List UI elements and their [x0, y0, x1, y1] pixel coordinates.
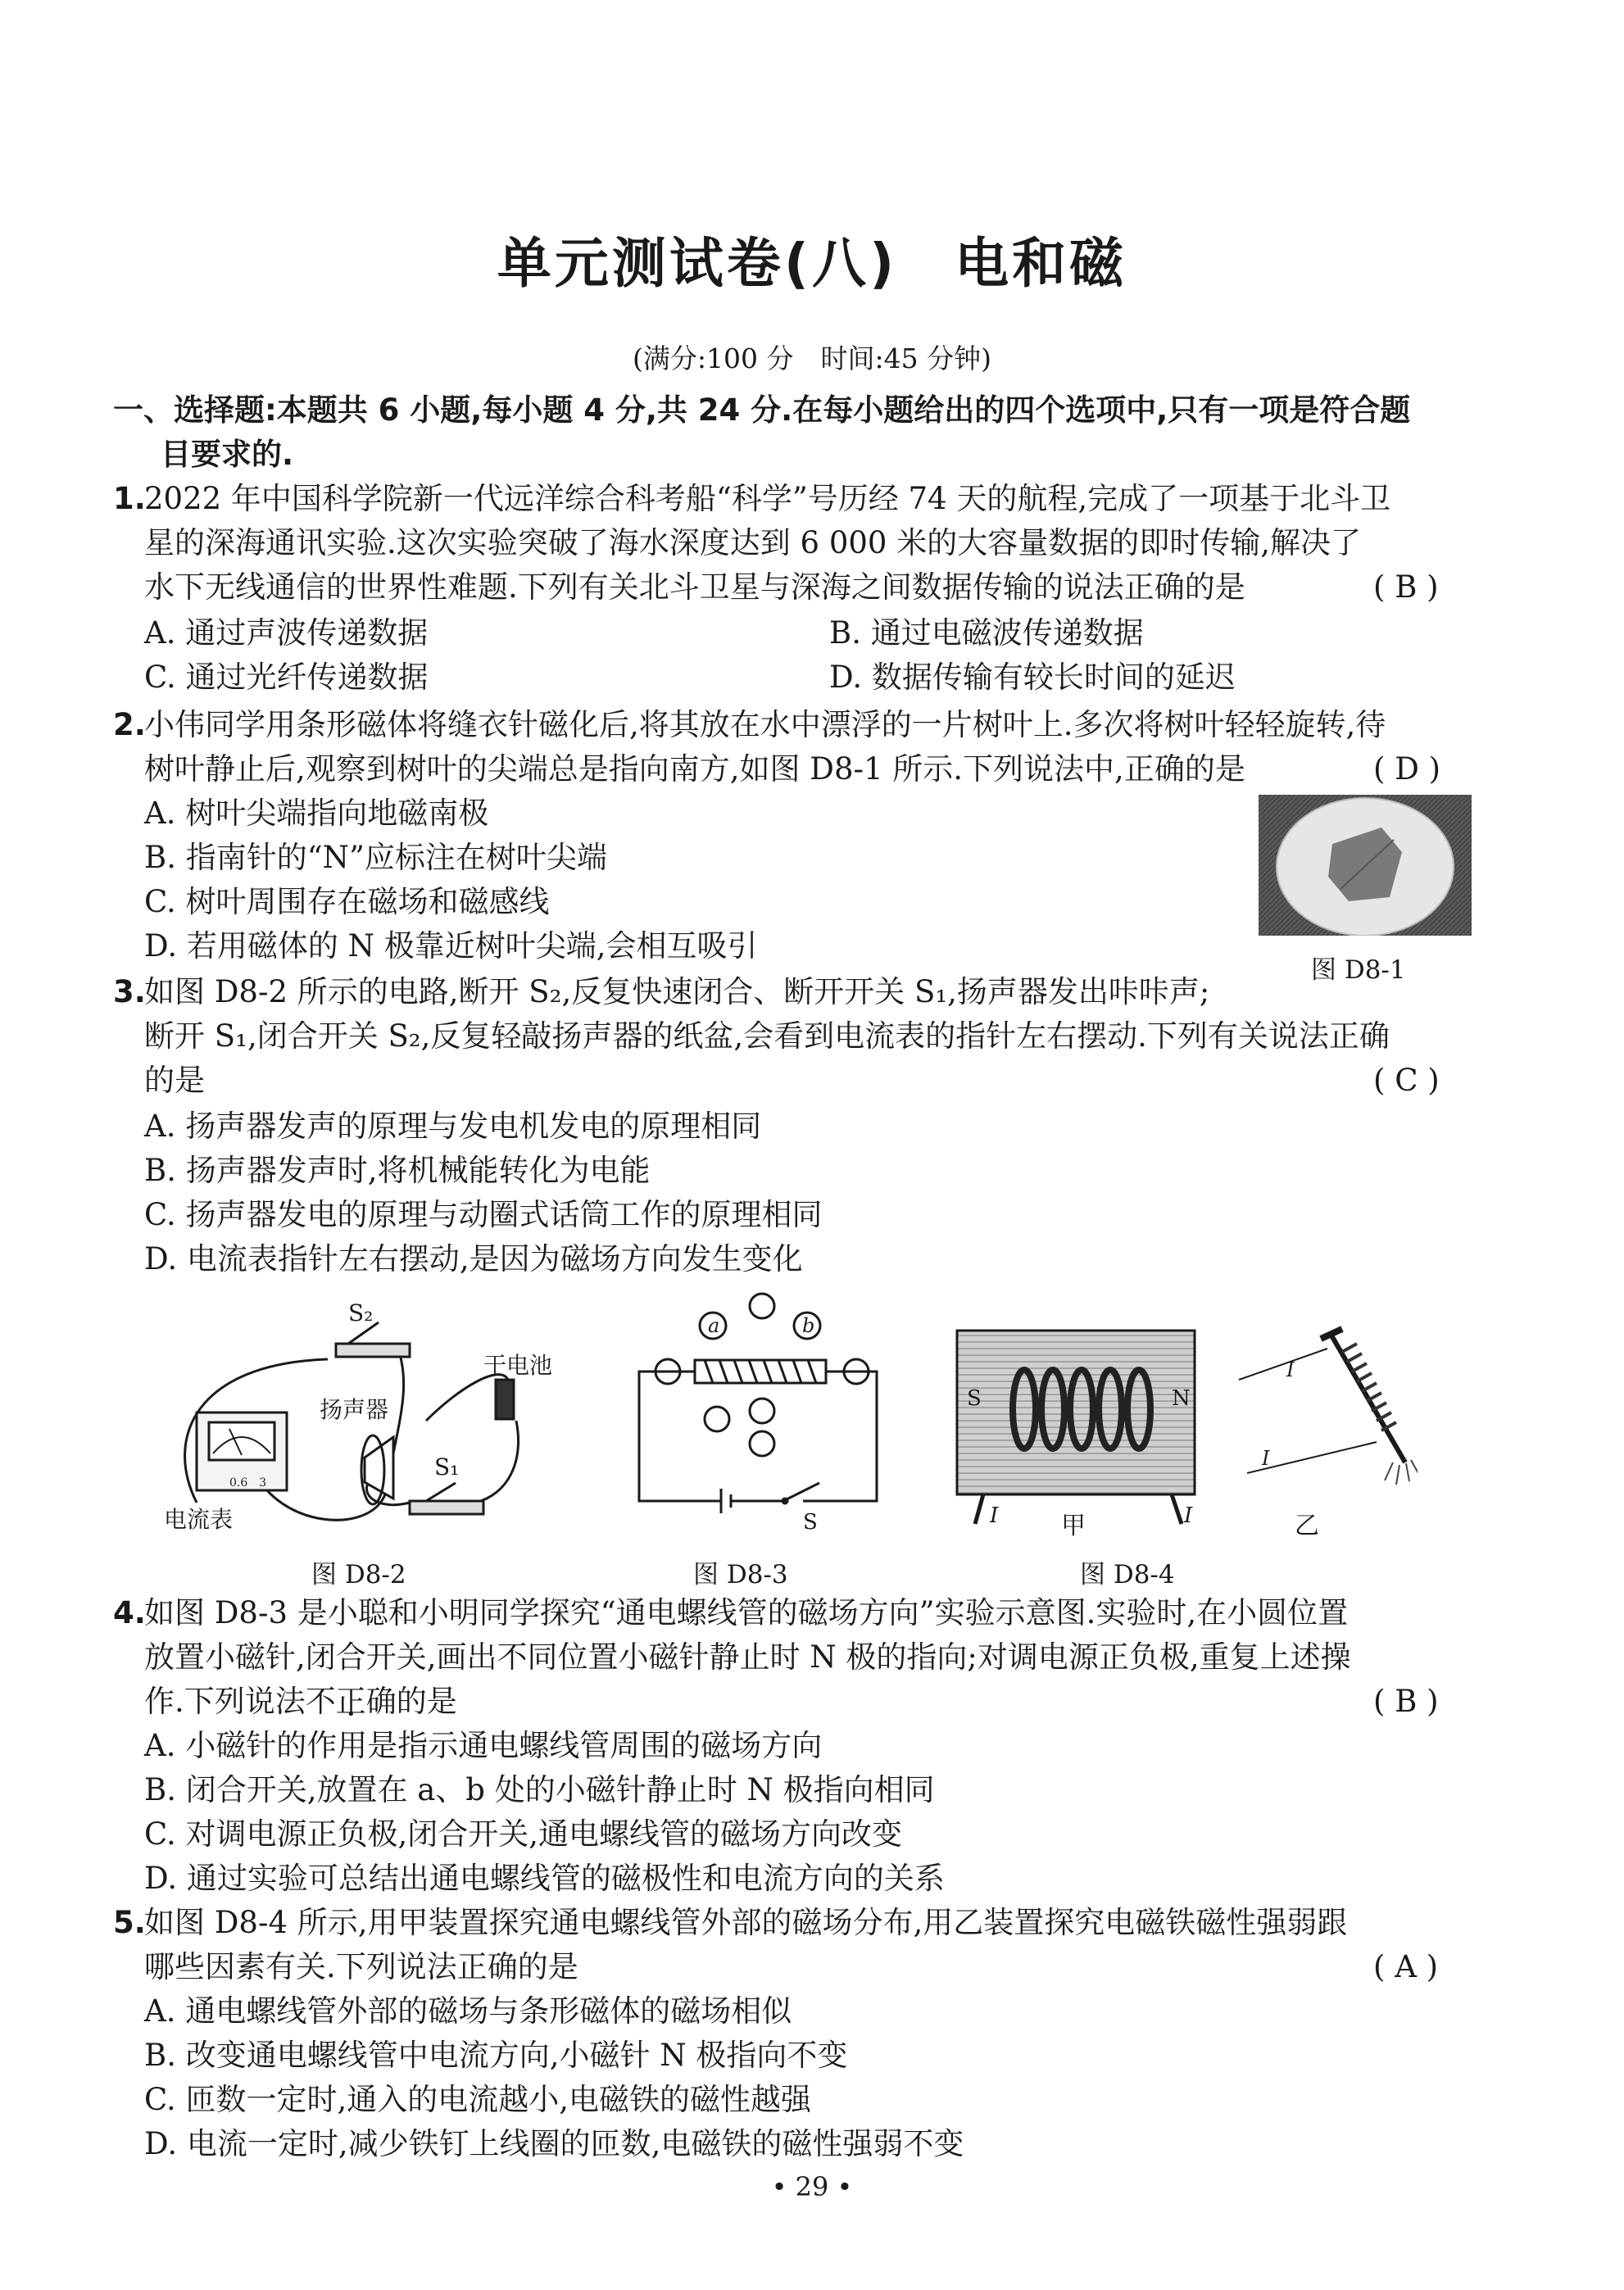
figure-d8-3-caption: 图 D8-3: [693, 1560, 788, 1589]
d84-label-n: N: [1172, 1386, 1191, 1411]
q3-text-line3: 的是: [144, 1063, 205, 1098]
q1-option-a: A. 通过声波传递数据: [144, 615, 429, 651]
q3-option-b: B. 扬声器发声时,将机械能转化为电能: [144, 1153, 651, 1188]
d84-label-yi: 乙: [1295, 1512, 1319, 1540]
d82-meter-scale: 0.6 3: [229, 1476, 267, 1490]
q3-number: 3.: [113, 974, 146, 1009]
q1-answer: ( B ): [1373, 569, 1439, 605]
d82-label-s2: S₂: [348, 1299, 374, 1326]
q1-text-line1: 2022 年中国科学院新一代远洋综合科考船“科学”号历经 74 天的航程,完成了一项基于北斗卫: [144, 481, 1391, 516]
q4-answer: ( B ): [1373, 1684, 1439, 1719]
q4-line3-post: 的是: [396, 1684, 457, 1719]
q2-number: 2.: [113, 707, 146, 742]
page-title: 单元测试卷(八) 电和磁: [497, 232, 1127, 295]
q1-number: 1.: [113, 481, 146, 516]
d83-compass-bottom-mid: [750, 1399, 774, 1423]
d84-label-current-yi-bottom: I: [1262, 1447, 1270, 1470]
section-heading-line2: 目要求的.: [161, 437, 294, 472]
q3-option-c: C. 扬声器发电的原理与动圈式话筒工作的原理相同: [144, 1197, 823, 1232]
d83-compass-bottom-low: [750, 1431, 774, 1456]
d82-label-ammeter: 电流表: [164, 1506, 234, 1533]
d82-label-s1: S₁: [434, 1453, 460, 1481]
section-heading-line1: 一、选择题:本题共 6 小题,每小题 4 分,共 24 分.在每小题给出的四个选项中,只有一项是符合题: [113, 392, 1411, 428]
q4-line3-emphasis: 不正确: [305, 1684, 397, 1719]
d83-label-a: a: [708, 1314, 720, 1337]
figure-d8-4: [950, 1319, 1418, 1544]
figure-d8-2-caption: 图 D8-2: [311, 1560, 406, 1589]
q1-option-d: D. 数据传输有较长时间的延迟: [829, 660, 1236, 695]
q2-option-b: B. 指南针的“N”应标注在树叶尖端: [144, 840, 607, 875]
q3-text-line2: 断开 S₁,闭合开关 S₂,反复轻敲扬声器的纸盆,会看到电流表的指针左右摆动.下列有关说法正确: [144, 1018, 1390, 1054]
d84-label-current-yi-top: I: [1286, 1358, 1295, 1381]
d84-label-current-right: I: [1184, 1503, 1193, 1528]
q5-option-a: A. 通电螺线管外部的磁场与条形磁体的磁场相似: [144, 1993, 792, 2029]
d84-label-s: S: [967, 1386, 982, 1411]
q4-option-c: C. 对调电源正负极,闭合开关,通电螺线管的磁场方向改变: [144, 1816, 903, 1852]
d82-label-speaker: 扬声器: [320, 1396, 389, 1423]
q4-option-d: D. 通过实验可总结出通电螺线管的磁极性和电流方向的关系: [144, 1861, 945, 1896]
q5-text-line2: 哪些因素有关.下列说法正确的是: [144, 1949, 578, 1984]
figure-d8-1-caption: 图 D8-1: [1311, 955, 1406, 985]
q4-line3-pre: 作.下列说法: [144, 1684, 306, 1719]
d84-jia-board: [957, 1331, 1195, 1524]
q4-option-a: A. 小磁针的作用是指示通电螺线管周围的磁场方向: [144, 1728, 823, 1763]
figure-d8-3: [631, 1288, 893, 1534]
q1-text-line3: 水下无线通信的世界性难题.下列有关北斗卫星与深海之间数据传输的说法正确的是: [144, 569, 1245, 605]
q4-option-b: B. 闭合开关,放置在 a、b 处的小磁针静止时 N 极指向相同: [144, 1772, 935, 1807]
d82-label-battery: 干电池: [483, 1352, 553, 1379]
d83-label-switch: S: [803, 1510, 818, 1534]
q3-option-a: A. 扬声器发声的原理与发电机发电的原理相同: [144, 1109, 762, 1144]
figure-d8-2: [164, 1298, 582, 1535]
q5-option-b: B. 改变通电螺线管中电流方向,小磁针 N 极指向不变: [144, 2038, 848, 2073]
q2-option-a: A. 树叶尖端指向地磁南极: [144, 796, 489, 831]
q5-answer: ( A ): [1373, 1949, 1439, 1984]
q2-option-c: C. 树叶周围存在磁场和磁感线: [144, 884, 550, 919]
q1-option-b: B. 通过电磁波传递数据: [829, 615, 1144, 651]
q4-text-line1: 如图 D8-3 是小聪和小明同学探究“通电螺线管的磁场方向”实验示意图.实验时,在小圆位置: [144, 1595, 1349, 1630]
q3-answer: ( C ): [1373, 1063, 1440, 1098]
d83-compass-top: [750, 1294, 774, 1318]
q2-text-line2: 树叶静止后,观察到树叶的尖端总是指向南方,如图 D8-1 所示.下列说法中,正确的是: [144, 751, 1245, 787]
figure-d8-4-caption: 图 D8-4: [1080, 1560, 1175, 1589]
q2-option-d: D. 若用磁体的 N 极靠近树叶尖端,会相互吸引: [144, 928, 758, 964]
q4-number: 4.: [113, 1595, 146, 1630]
q5-number: 5.: [113, 1905, 146, 1940]
q3-text-line1: 如图 D8-2 所示的电路,断开 S₂,反复快速闭合、断开开关 S₁,扬声器发出咔咔声;: [144, 974, 1210, 1009]
exam-info: (满分:100 分 时间:45 分钟): [633, 342, 991, 374]
q2-text-line1: 小伟同学用条形磁体将缝衣针磁化后,将其放在水中漂浮的一片树叶上.多次将树叶轻轻旋转,待: [144, 707, 1386, 742]
q2-answer: ( D ): [1373, 751, 1441, 787]
figure-d8-1-photo: [1259, 795, 1472, 936]
d84-label-current-left: I: [990, 1503, 999, 1528]
q5-option-c: C. 匝数一定时,通入的电流越小,电磁铁的磁性越强: [144, 2082, 812, 2117]
d83-label-b: b: [802, 1314, 815, 1337]
q4-text-line2: 放置小磁针,闭合开关,画出不同位置小磁针静止时 N 极的指向;对调电源正负极,重复上述操: [144, 1639, 1351, 1675]
q4-text-line3: [144, 1680, 457, 1724]
q5-option-d: D. 电流一定时,减少铁钉上线圈的匝数,电磁铁的磁性强弱不变: [144, 2126, 964, 2161]
d83-compass-bottom-left: [705, 1407, 729, 1431]
q1-option-c: C. 通过光纤传递数据: [144, 660, 429, 695]
q5-text-line1: 如图 D8-4 所示,用甲装置探究通电螺线管外部的磁场分布,用乙装置探究电磁铁磁性强弱跟: [144, 1905, 1348, 1940]
d84-label-jia: 甲: [1061, 1512, 1086, 1540]
q3-option-d: D. 电流表指针左右摆动,是因为磁场方向发生变化: [144, 1241, 803, 1277]
q1-text-line2: 星的深海通讯实验.这次实验突破了海水深度达到 6 000 米的大容量数据的即时传输,解决了: [144, 525, 1361, 560]
page-number: • 29 •: [771, 2171, 853, 2202]
